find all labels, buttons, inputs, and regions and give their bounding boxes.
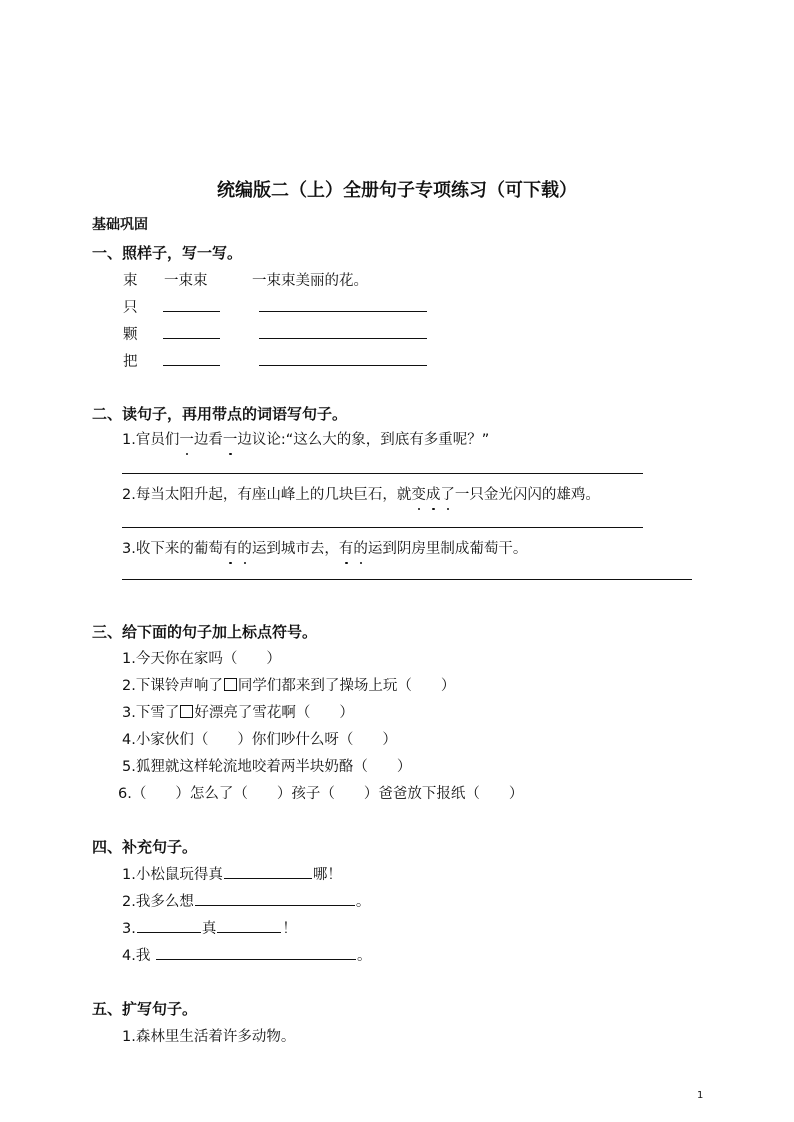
s5-question-1: 1.森林里生活着许多动物。 (122, 1029, 296, 1045)
dotted-char: 有 (223, 537, 238, 558)
q3-text-mid: 运到城市去， (251, 541, 339, 557)
q1-text-mid2: 边 (237, 432, 252, 448)
q2-text-b: 。 (355, 894, 371, 910)
dotted-char: 有 (339, 537, 354, 558)
dotted-char: 了 (440, 483, 455, 504)
q2-text-b: 同学们都来到了操场上玩（ ） (237, 678, 456, 694)
s2-question-1 (122, 428, 489, 449)
section-2-heading: 二、读句子，再用带点的词语写句子。 (92, 405, 348, 423)
example-phrase: 一束束 (164, 273, 208, 289)
section-5-heading: 五、扩写句子。 (92, 1000, 198, 1018)
q1-text-post: 议论:“这么大的象，到底有多重呢？” (251, 432, 490, 448)
blank-phrase-ke[interactable] (163, 338, 220, 339)
page-number: 1 (697, 1090, 704, 1101)
blank-phrase-zhi[interactable] (163, 311, 220, 312)
q3-text-post: 运到阴房里制成葡萄干。 (367, 541, 528, 557)
s3-question-6: 6.（ ）怎么了（ ）孩子（ ）爸爸放下报纸（ ） (118, 786, 524, 802)
example-sentence: 一束束美丽的花。 (252, 273, 368, 289)
char-zhi: 只 (123, 300, 138, 316)
s3-question-5: 5.狐狸就这样轮流地咬着两半块奶酪（ ） (122, 759, 412, 775)
q3-text-pre: 3.收下来的葡萄 (122, 541, 223, 557)
s3-question-2 (122, 674, 455, 695)
dotted-char: 一 (179, 428, 194, 449)
blank-line[interactable] (195, 891, 355, 906)
dotted-char: 成 (426, 483, 441, 504)
s4-question-1 (122, 863, 342, 884)
answer-line-s2-q1[interactable] (122, 473, 643, 474)
blank-sentence-ba[interactable] (259, 365, 427, 366)
q4-text-b: 。 (356, 948, 372, 964)
blank-sentence-ke[interactable] (259, 338, 427, 339)
q1-text-mid1: 边看 (193, 432, 223, 448)
char-ke: 颗 (123, 327, 138, 343)
char-ba: 把 (123, 354, 138, 370)
s3-question-4: 4.小家伙们（ ）你们吵什么呀（ ） (122, 732, 397, 748)
s4-question-3 (122, 917, 297, 938)
section-1-heading: 一、照样子，写一写。 (92, 244, 243, 262)
q1-text-pre: 1.官员们 (122, 432, 180, 448)
q4-text-a: 4.我 (122, 948, 151, 964)
q1-text-a: 1.小松鼠玩得真 (122, 867, 223, 883)
section-4-heading: 四、补充句子。 (92, 838, 198, 856)
s2-question-2 (122, 483, 600, 504)
example-char: 束 (123, 273, 138, 289)
dotted-char: 的 (353, 537, 368, 558)
blank-line[interactable] (156, 945, 356, 960)
q3-text-c: ！ (282, 921, 297, 937)
s3-question-1: 1.今天你在家吗（ ） (122, 651, 281, 667)
q2-text-a: 2.我多么想 (122, 894, 194, 910)
blank-line[interactable] (137, 918, 201, 933)
blank-box[interactable] (224, 678, 237, 691)
s3-question-3 (122, 701, 354, 722)
page-title: 统编版二（上）全册句子专项练习（可下载） (217, 180, 577, 201)
s2-question-3 (122, 537, 527, 558)
q3-text-a: 3.下雪了 (122, 705, 180, 721)
blank-phrase-ba[interactable] (163, 365, 220, 366)
dotted-char: 一 (223, 428, 238, 449)
s4-question-4 (122, 944, 371, 965)
blank-line[interactable] (224, 864, 312, 879)
q3-text-a: 3. (122, 921, 136, 937)
q1-text-b: 哪！ (312, 867, 342, 883)
q2-text-a: 2.下课铃声响了 (122, 678, 223, 694)
s4-question-2 (122, 890, 370, 911)
basic-consolidation-label: 基础巩固 (92, 217, 148, 233)
answer-line-s2-q3[interactable] (122, 579, 692, 580)
q3-text-b: 好漂亮了雪花啊（ ） (194, 705, 354, 721)
blank-sentence-zhi[interactable] (259, 311, 427, 312)
blank-box[interactable] (180, 705, 193, 718)
dotted-char: 变 (411, 483, 426, 504)
answer-line-s2-q2[interactable] (122, 527, 643, 528)
q2-text-post: 一只金光闪闪的雄鸡。 (454, 487, 600, 503)
blank-line[interactable] (217, 918, 281, 933)
q2-text-pre: 2.每当太阳升起，有座山峰上的几块巨石，就 (122, 487, 412, 503)
section-3-heading: 三、给下面的句子加上标点符号。 (92, 623, 318, 641)
q3-text-b: 真 (201, 921, 217, 937)
dotted-char: 的 (237, 537, 252, 558)
